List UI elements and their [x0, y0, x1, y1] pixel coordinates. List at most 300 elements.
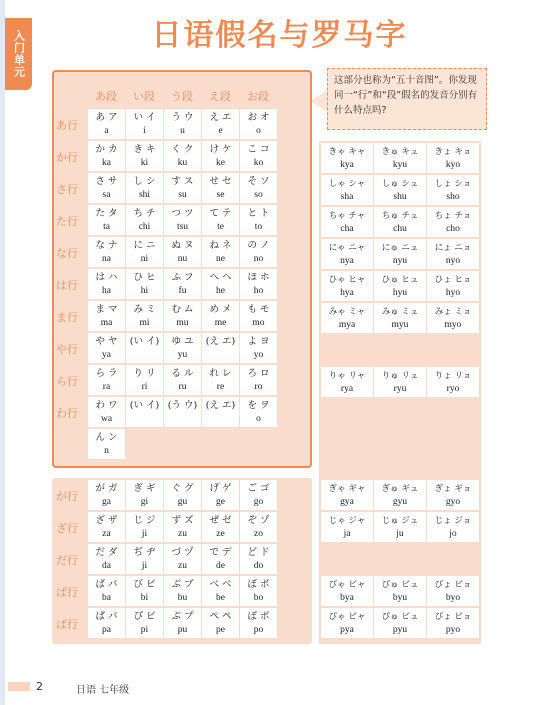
row-label: ぱ行 — [56, 618, 78, 631]
romaji-text: ne — [216, 254, 225, 264]
row-label: は行 — [56, 279, 78, 292]
kana-cell — [202, 109, 239, 139]
kana-cell — [164, 173, 201, 203]
romaji-text: ji — [141, 561, 148, 571]
romaji-text: do — [253, 561, 264, 571]
romaji-text: bya — [340, 593, 354, 603]
kana-text: ひゃ ヒャ — [328, 275, 366, 285]
kana-text: りゃ リャ — [328, 371, 366, 381]
romaji-text: ga — [102, 497, 111, 507]
kana-cell — [126, 480, 163, 510]
kana-cell — [202, 269, 239, 299]
yoon-cell — [374, 271, 426, 301]
kana-text: ゆ ユ — [171, 336, 194, 347]
yoon-cell — [321, 239, 373, 269]
yoon-cell — [374, 175, 426, 205]
kana-cell — [164, 512, 201, 542]
romaji-text: ba — [102, 593, 111, 603]
kana-cell — [126, 301, 163, 331]
romaji-text: ma — [100, 318, 113, 328]
column-header: お段 — [247, 90, 269, 103]
kana-text: ぱ パ — [95, 611, 118, 622]
yoon-cell — [427, 239, 479, 269]
kana-text: つ ツ — [171, 208, 194, 219]
kana-cell — [240, 544, 277, 574]
yoon-cell — [321, 576, 373, 606]
row-label: ま行 — [56, 311, 78, 324]
kana-text: ぺ ペ — [209, 611, 232, 622]
romaji-text: n — [104, 446, 109, 456]
yoon-cell — [374, 480, 426, 510]
kana-text: ど ド — [247, 547, 270, 558]
romaji-text: kyu — [392, 160, 408, 170]
kana-cell — [202, 544, 239, 574]
romaji-text: ke — [216, 158, 225, 168]
romaji-text: rya — [340, 384, 354, 394]
kana-cell — [88, 512, 125, 542]
kana-text: ま マ — [95, 304, 118, 315]
kana-text: (い イ) — [129, 400, 160, 411]
row-label: が行 — [56, 490, 78, 503]
kana-text: ぜ ゼ — [209, 515, 232, 526]
kana-cell — [240, 109, 277, 139]
kana-cell — [202, 608, 239, 638]
kana-cell — [202, 397, 239, 427]
kana-cell — [164, 397, 201, 427]
romaji-text: ya — [102, 350, 111, 360]
romaji-text: ni — [140, 254, 149, 264]
kana-text: ち チ — [133, 208, 156, 219]
romaji-text: tsu — [176, 222, 189, 232]
row-label: な行 — [56, 247, 78, 260]
romaji-text: mu — [176, 318, 189, 328]
yoon-cell — [374, 367, 426, 397]
yoon-cell — [321, 271, 373, 301]
romaji-text: gyo — [445, 497, 461, 507]
kana-text: む ム — [171, 304, 194, 315]
romaji-text: nya — [340, 256, 354, 266]
yoon-cell — [374, 512, 426, 542]
kana-cell — [88, 429, 125, 459]
romaji-text: bo — [253, 593, 264, 603]
footer-bar — [8, 682, 30, 691]
column-header: え段 — [209, 90, 231, 103]
kana-text: ぴょ ピョ — [434, 612, 472, 622]
kana-text: ぶ ブ — [171, 579, 194, 590]
yoon-cell — [427, 480, 479, 510]
kana-cell — [164, 109, 201, 139]
kana-text: き キ — [133, 144, 156, 155]
romaji-text: po — [253, 625, 264, 635]
romaji-text: gya — [340, 497, 354, 507]
kana-text: け ケ — [209, 144, 232, 155]
yoon-cell — [427, 207, 479, 237]
kana-text: だ ダ — [95, 547, 118, 558]
romaji-text: nyu — [392, 256, 408, 266]
yoon-cell — [427, 143, 479, 173]
kana-cell — [126, 576, 163, 606]
romaji-text: o — [256, 126, 261, 136]
kana-cell — [126, 333, 163, 363]
romaji-text: ge — [216, 497, 225, 507]
romaji-text: hyu — [392, 288, 408, 298]
kana-text: じ ジ — [133, 515, 156, 526]
kana-text: び ビ — [133, 579, 156, 590]
kana-cell — [202, 576, 239, 606]
romaji-text: pya — [340, 625, 354, 635]
yoon-cell — [321, 512, 373, 542]
romaji-text: ji — [141, 529, 148, 539]
romaji-text: hi — [140, 286, 149, 296]
yoon-cell — [321, 367, 373, 397]
column-header: あ段 — [95, 90, 117, 103]
romaji-text: ju — [396, 529, 404, 539]
kana-text: きゅ キュ — [381, 147, 419, 157]
romaji-text: myu — [391, 320, 409, 330]
kana-cell — [164, 237, 201, 267]
romaji-text: ro — [254, 382, 263, 392]
kana-cell — [88, 397, 125, 427]
kana-cell — [240, 269, 277, 299]
romaji-text: e — [218, 126, 223, 136]
romaji-text: nyo — [445, 256, 461, 266]
row-label: た行 — [56, 215, 78, 228]
kana-text: ら ラ — [95, 368, 118, 379]
kana-text: る ル — [171, 368, 194, 379]
romaji-text: bi — [140, 593, 149, 603]
romaji-text: ze — [216, 529, 225, 539]
kana-cell — [240, 397, 277, 427]
kana-text: さ サ — [95, 176, 118, 187]
yoon-cell — [427, 271, 479, 301]
kana-text: ぷ プ — [171, 611, 194, 622]
romaji-text: ryo — [446, 384, 460, 394]
romaji-text: byu — [392, 593, 408, 603]
kana-cell — [88, 365, 125, 395]
kana-text: りょ リョ — [434, 371, 472, 381]
kana-text: にょ ニョ — [434, 243, 472, 253]
kana-cell — [240, 301, 277, 331]
kana-text: で デ — [209, 547, 232, 558]
kana-text: ぎゃ ギャ — [328, 484, 366, 494]
kana-text: (い イ) — [129, 336, 160, 347]
kana-text: にゃ ニャ — [328, 243, 366, 253]
kana-text: ざ ザ — [95, 515, 118, 526]
romaji-text: hya — [340, 288, 354, 298]
yoon-cell — [374, 576, 426, 606]
kana-cell — [126, 365, 163, 395]
speech-bubble-tip — [310, 90, 328, 112]
kana-cell — [202, 301, 239, 331]
kana-cell — [164, 205, 201, 235]
kana-text: や ヤ — [95, 336, 118, 347]
yoon-cell — [321, 608, 373, 638]
romaji-text: hyo — [445, 288, 461, 298]
romaji-text: fu — [178, 286, 187, 296]
romaji-text: sa — [102, 190, 111, 200]
kana-text: う ウ — [171, 112, 194, 123]
romaji-text: wa — [100, 414, 113, 424]
romaji-text: bu — [177, 593, 188, 603]
column-header: い段 — [133, 90, 155, 103]
kana-text: え エ — [209, 112, 232, 123]
kana-text: ぎゅ ギュ — [381, 484, 419, 494]
kana-text: びょ ビョ — [434, 580, 472, 590]
romaji-text: ra — [102, 382, 111, 392]
romaji-text: so — [254, 190, 263, 200]
kana-cell — [88, 480, 125, 510]
yoon-cell — [427, 608, 479, 638]
romaji-text: kyo — [445, 160, 461, 170]
kana-text: ぎょ ギョ — [434, 484, 472, 494]
speech-bubble: 这部分也称为“五十音图”。你发现同一“行”和“段”假名的发音分别有什么特点吗? — [327, 68, 487, 130]
romaji-text: go — [253, 497, 264, 507]
romaji-text: ha — [102, 286, 111, 296]
kana-text: ちゅ チュ — [381, 211, 419, 221]
kana-cell — [126, 269, 163, 299]
kana-text: (え エ) — [205, 400, 236, 411]
kana-cell — [202, 173, 239, 203]
romaji-text: ku — [177, 158, 188, 168]
kana-cell — [88, 141, 125, 171]
unit-tab: 入门单元 — [5, 18, 32, 90]
romaji-text: pe — [216, 625, 225, 635]
romaji-text: ka — [102, 158, 111, 168]
romaji-text: shu — [393, 192, 407, 202]
kana-cell — [164, 365, 201, 395]
kana-text: が ガ — [95, 483, 118, 494]
romaji-text: kya — [340, 160, 354, 170]
kana-text: ぐ グ — [171, 483, 194, 494]
kana-text: ぴ ピ — [133, 611, 156, 622]
kana-text: ひ ヒ — [133, 272, 156, 283]
romaji-text: ryu — [393, 384, 407, 394]
kana-text: も モ — [247, 304, 270, 315]
romaji-text: te — [217, 222, 224, 232]
kana-text: ぬ ヌ — [171, 240, 194, 251]
kana-cell — [88, 173, 125, 203]
kana-text: げ ゲ — [209, 483, 232, 494]
romaji-text: ko — [253, 158, 264, 168]
kana-cell — [126, 397, 163, 427]
kana-cell — [88, 269, 125, 299]
kana-text: しゃ シャ — [328, 179, 366, 189]
romaji-text: pa — [102, 625, 111, 635]
kana-text: ぼ ボ — [247, 579, 270, 590]
kana-text: ほ ホ — [247, 272, 270, 283]
yoon-cell — [374, 207, 426, 237]
kana-text: じゃ ジャ — [328, 516, 366, 526]
romaji-text: gu — [177, 497, 188, 507]
kana-cell — [240, 512, 277, 542]
kana-cell — [240, 173, 277, 203]
romaji-text: ta — [103, 222, 110, 232]
romaji-text: gi — [140, 497, 149, 507]
romaji-text: nu — [177, 254, 188, 264]
kana-text: せ セ — [209, 176, 232, 187]
kana-cell — [88, 608, 125, 638]
kana-text: (え エ) — [205, 336, 236, 347]
kana-cell — [240, 237, 277, 267]
romaji-text: gyu — [392, 497, 408, 507]
kana-cell — [126, 205, 163, 235]
kana-text: に ニ — [133, 240, 156, 251]
kana-text: わ ワ — [95, 400, 118, 411]
kana-text: じょ ジョ — [434, 516, 472, 526]
kana-text: みゅ ミュ — [381, 307, 419, 317]
romaji-text: za — [102, 529, 111, 539]
kana-text: ず ズ — [171, 515, 194, 526]
romaji-text: sho — [446, 192, 460, 202]
kana-text: し シ — [133, 176, 156, 187]
romaji-text: no — [253, 254, 264, 264]
kana-text: へ ヘ — [209, 272, 232, 283]
kana-text: ね ネ — [209, 240, 232, 251]
kana-cell — [88, 544, 125, 574]
kana-cell — [164, 269, 201, 299]
yoon-cell — [427, 303, 479, 333]
kana-text: り リ — [133, 368, 156, 379]
romaji-text: he — [216, 286, 225, 296]
kana-text: きゃ キャ — [328, 147, 366, 157]
romaji-text: sha — [340, 192, 354, 202]
romaji-text: de — [216, 561, 225, 571]
kana-text: ば バ — [95, 579, 118, 590]
kana-text: ぴゃ ピャ — [328, 612, 366, 622]
romaji-text: mya — [338, 320, 356, 330]
kana-cell — [164, 576, 201, 606]
romaji-text: be — [216, 593, 225, 603]
romaji-text: chu — [393, 224, 407, 234]
kana-cell — [240, 365, 277, 395]
kana-cell — [240, 141, 277, 171]
romaji-text: ki — [140, 158, 149, 168]
kana-text: みょ ミョ — [434, 307, 472, 317]
kana-text: す ス — [171, 176, 194, 187]
romaji-text: na — [102, 254, 111, 264]
kana-text: ぴゅ ピュ — [381, 612, 419, 622]
kana-text: か カ — [95, 144, 118, 155]
kana-cell — [164, 141, 201, 171]
kana-text: ぎ ギ — [133, 483, 156, 494]
romaji-text: jo — [449, 529, 457, 539]
romaji-text: i — [143, 126, 146, 136]
romaji-text: re — [216, 382, 225, 392]
yoon-cell — [374, 608, 426, 638]
kana-text: ひょ ヒョ — [434, 275, 472, 285]
yoon-cell — [374, 143, 426, 173]
row-label: ざ行 — [56, 522, 78, 535]
kana-text: ふ フ — [171, 272, 194, 283]
column-header: う段 — [171, 90, 193, 103]
romaji-text: su — [178, 190, 187, 200]
kana-cell — [88, 576, 125, 606]
kana-text: れ レ — [209, 368, 232, 379]
row-label: さ行 — [56, 183, 78, 196]
kana-text: く ク — [171, 144, 194, 155]
kana-text: びゅ ビュ — [381, 580, 419, 590]
kana-text: お オ — [247, 112, 270, 123]
kana-cell — [202, 512, 239, 542]
kana-cell — [126, 141, 163, 171]
romaji-text: da — [102, 561, 111, 571]
romaji-text: a — [104, 126, 109, 136]
kana-text: そ ソ — [247, 176, 270, 187]
kana-text: しょ ショ — [434, 179, 472, 189]
kana-cell — [164, 544, 201, 574]
romaji-text: zu — [178, 529, 187, 539]
yoon-cell — [374, 239, 426, 269]
romaji-text: yo — [253, 350, 264, 360]
kana-cell — [126, 237, 163, 267]
romaji-text: se — [216, 190, 225, 200]
kana-cell — [88, 237, 125, 267]
romaji-text: myo — [444, 320, 462, 330]
romaji-text: o — [256, 414, 261, 424]
kana-cell — [88, 205, 125, 235]
romaji-text: mi — [139, 318, 150, 328]
romaji-text: zu — [178, 561, 187, 571]
kana-text: ろ ロ — [247, 368, 270, 379]
romaji-text: ja — [343, 529, 351, 539]
kana-cell — [202, 365, 239, 395]
kana-cell — [240, 608, 277, 638]
kana-text: しゅ シュ — [381, 179, 419, 189]
romaji-text: me — [214, 318, 227, 328]
kana-cell — [88, 333, 125, 363]
kana-cell — [164, 480, 201, 510]
yoon-cell — [374, 303, 426, 333]
kana-cell — [240, 480, 277, 510]
romaji-text: pu — [177, 625, 188, 635]
kana-text: な ナ — [95, 240, 118, 251]
kana-text: ん ン — [95, 432, 118, 443]
kana-cell — [126, 608, 163, 638]
kana-cell — [202, 333, 239, 363]
kana-text: ぞ ゾ — [247, 515, 270, 526]
kana-cell — [202, 141, 239, 171]
yoon-cell — [427, 512, 479, 542]
kana-cell — [240, 205, 277, 235]
kana-text: み ミ — [133, 304, 156, 315]
kana-text: ぽ ポ — [247, 611, 270, 622]
romaji-text: mo — [252, 318, 265, 328]
yoon-cell — [321, 143, 373, 173]
kana-cell — [240, 333, 277, 363]
romaji-text: yu — [177, 350, 188, 360]
kana-cell — [88, 109, 125, 139]
kana-text: は ハ — [95, 272, 118, 283]
kana-cell — [202, 237, 239, 267]
kana-text: て テ — [209, 208, 232, 219]
kana-cell — [202, 480, 239, 510]
page-left-frame — [0, 0, 5, 705]
romaji-text: pyo — [445, 625, 461, 635]
kana-text: (う ウ) — [167, 400, 198, 411]
yoon-cell — [321, 175, 373, 205]
kana-text: こ コ — [247, 144, 270, 155]
yoon-cell — [427, 367, 479, 397]
kana-cell — [202, 205, 239, 235]
romaji-text: pi — [140, 625, 149, 635]
kana-text: ご ゴ — [247, 483, 270, 494]
row-label: ら行 — [56, 375, 78, 388]
kana-text: を ヲ — [247, 400, 270, 411]
kana-text: べ ベ — [209, 579, 232, 590]
row-label: や行 — [56, 343, 78, 356]
kana-cell — [126, 173, 163, 203]
kana-text: い イ — [133, 112, 156, 123]
